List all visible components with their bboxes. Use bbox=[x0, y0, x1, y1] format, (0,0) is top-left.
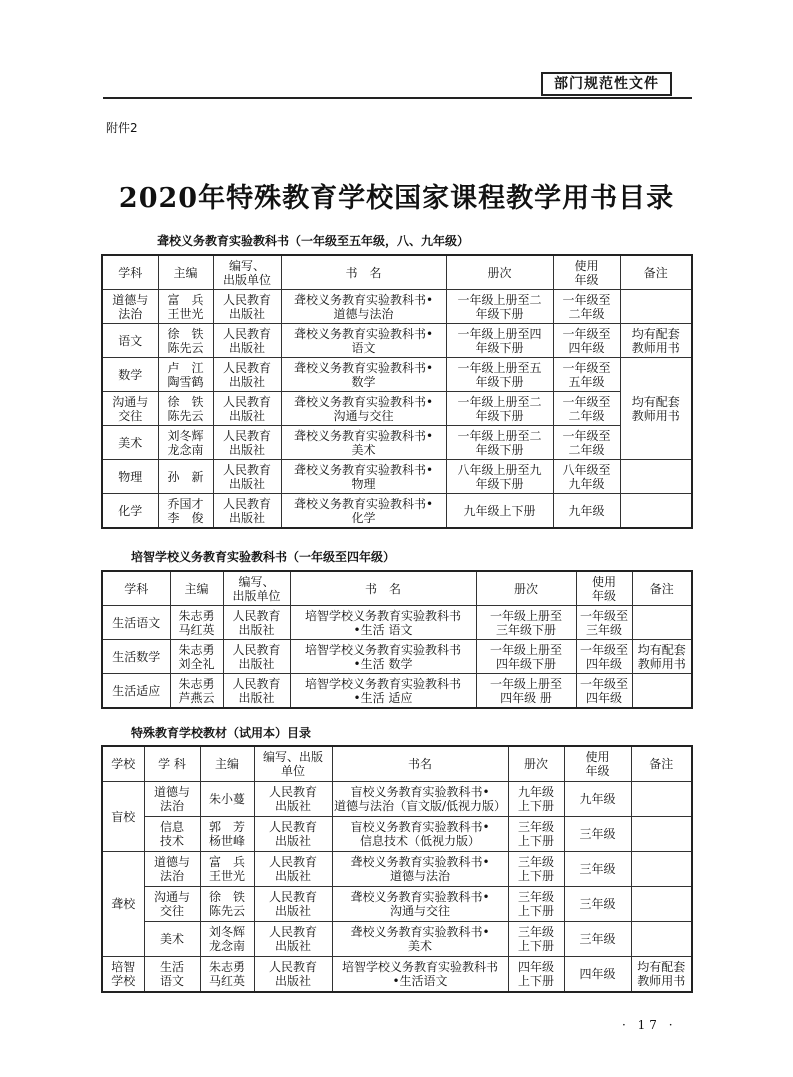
table-cell: 三年级 上下册 bbox=[508, 817, 564, 852]
column-header: 学校 bbox=[102, 746, 144, 782]
table-cell: 朱小蔓 bbox=[200, 782, 254, 817]
table-cell: 朱志勇 马红英 bbox=[170, 606, 223, 640]
table-cell: 人民教育 出版社 bbox=[254, 922, 332, 957]
table-cell: 盲校义务教育实验教科书• 道德与法治（盲文版/低视力版） bbox=[332, 782, 508, 817]
table-cell: 道德与 法治 bbox=[144, 782, 200, 817]
table-cell: 八年级至 九年级 bbox=[553, 460, 620, 494]
column-header: 学科 bbox=[102, 571, 170, 606]
table-cell: 三年级 上下册 bbox=[508, 887, 564, 922]
table-cell: 聋校义务教育实验教科书• 语文 bbox=[281, 324, 446, 358]
table-cell: 徐 铁 陈先云 bbox=[158, 324, 213, 358]
table-cell: 一年级至 二年级 bbox=[553, 392, 620, 426]
school-cell: 盲校 bbox=[102, 782, 144, 852]
table-cell: 培智学校义务教育实验教科书 •生活 数学 bbox=[290, 640, 476, 674]
page-title: 2020年特殊教育学校国家课程教学用书目录 bbox=[118, 183, 675, 214]
table-cell: 人民教育 出版社 bbox=[213, 324, 281, 358]
column-header: 编写、 出版单位 bbox=[213, 255, 281, 290]
table-cell: 九年级上下册 bbox=[446, 494, 553, 529]
deaf-school-textbook-table bbox=[101, 254, 693, 529]
table-cell: 物理 bbox=[102, 460, 158, 494]
table-cell: 徐 铁 陈先云 bbox=[158, 392, 213, 426]
section2-heading: 培智学校义务教育实验教科书（一年级至四年级） bbox=[131, 550, 396, 564]
column-header: 书 名 bbox=[281, 255, 446, 290]
table-cell: 朱志勇 马红英 bbox=[200, 957, 254, 993]
table-cell: 化学 bbox=[102, 494, 158, 529]
table-cell: 人民教育 出版社 bbox=[254, 817, 332, 852]
column-header: 册次 bbox=[476, 571, 576, 606]
table-cell: 九年级 上下册 bbox=[508, 782, 564, 817]
table-cell: 一年级至 五年级 bbox=[553, 358, 620, 392]
table-cell: 信息 技术 bbox=[144, 817, 200, 852]
table-cell: 盲校义务教育实验教科书• 信息技术（低视力版） bbox=[332, 817, 508, 852]
table-header-row bbox=[102, 746, 692, 782]
column-header: 册次 bbox=[446, 255, 553, 290]
column-header: 书 名 bbox=[290, 571, 476, 606]
table-cell: 聋校义务教育实验教科书• 沟通与交往 bbox=[332, 887, 508, 922]
table-cell: 人民教育 出版社 bbox=[254, 957, 332, 993]
table-cell: 语文 bbox=[102, 324, 158, 358]
table-cell: 沟通与 交往 bbox=[102, 392, 158, 426]
table-cell: 聋校义务教育实验教科书• 美术 bbox=[332, 922, 508, 957]
empty-cell bbox=[632, 674, 692, 709]
table-cell: 聋校义务教育实验教科书• 沟通与交往 bbox=[281, 392, 446, 426]
table-row bbox=[102, 426, 692, 460]
table-cell: 徐 铁 陈先云 bbox=[200, 887, 254, 922]
table-cell: 一年级至 四年级 bbox=[576, 674, 632, 709]
note-cell: 均有配套 教师用书 bbox=[620, 324, 692, 358]
column-header: 学 科 bbox=[144, 746, 200, 782]
table-cell: 人民教育 出版社 bbox=[213, 460, 281, 494]
table-cell: 一年级上册至二 年级下册 bbox=[446, 392, 553, 426]
table-row bbox=[102, 392, 692, 426]
column-header: 主编 bbox=[158, 255, 213, 290]
table-cell: 聋校义务教育实验教科书• 数学 bbox=[281, 358, 446, 392]
table-cell: 沟通与 交往 bbox=[144, 887, 200, 922]
table-cell: 聋校义务教育实验教科书• 美术 bbox=[281, 426, 446, 460]
table-cell: 三年级 bbox=[564, 922, 631, 957]
table-row bbox=[102, 922, 692, 957]
table-cell: 三年级 上下册 bbox=[508, 852, 564, 887]
empty-cell bbox=[632, 606, 692, 640]
column-header: 主编 bbox=[200, 746, 254, 782]
table-cell bbox=[631, 817, 692, 852]
table-cell: 生活 语文 bbox=[144, 957, 200, 993]
table-cell: 富 兵 王世光 bbox=[158, 290, 213, 324]
table-row bbox=[102, 640, 692, 674]
column-header: 主编 bbox=[170, 571, 223, 606]
table-cell: 八年级上册至九 年级下册 bbox=[446, 460, 553, 494]
column-header: 册次 bbox=[508, 746, 564, 782]
table-cell: 一年级至 二年级 bbox=[553, 426, 620, 460]
page-number: · 17 · bbox=[622, 1018, 677, 1032]
table-row bbox=[102, 674, 692, 709]
column-header: 备注 bbox=[620, 255, 692, 290]
table-cell: 四年级 bbox=[564, 957, 631, 993]
table-cell bbox=[631, 887, 692, 922]
table-cell: 一年级至 二年级 bbox=[553, 290, 620, 324]
table-cell: 人民教育 出版社 bbox=[223, 674, 290, 709]
table-cell: 一年级上册至 四年级下册 bbox=[476, 640, 576, 674]
table-cell: 朱志勇 芦燕云 bbox=[170, 674, 223, 709]
table-cell: 乔国才 李 俊 bbox=[158, 494, 213, 529]
table-row bbox=[102, 606, 692, 640]
note-cell: 均有配套 教师用书 bbox=[620, 358, 692, 460]
table-cell: 人民教育 出版社 bbox=[254, 782, 332, 817]
column-header: 使用 年级 bbox=[576, 571, 632, 606]
header-rule bbox=[103, 97, 692, 99]
table-cell: 培智学校义务教育实验教科书 •生活 语文 bbox=[290, 606, 476, 640]
table-cell: 三年级 bbox=[564, 817, 631, 852]
table-cell: 九年级 bbox=[553, 494, 620, 529]
document-category-label: 部门规范性文件 bbox=[541, 72, 672, 96]
table-cell: 聋校义务教育实验教科书• 物理 bbox=[281, 460, 446, 494]
column-header: 编写、 出版单位 bbox=[223, 571, 290, 606]
column-header: 使用 年级 bbox=[553, 255, 620, 290]
empty-cell bbox=[620, 460, 692, 494]
note-cell: 均有配套 教师用书 bbox=[632, 640, 692, 674]
table-cell: 郭 芳 杨世峰 bbox=[200, 817, 254, 852]
table-cell: 美术 bbox=[144, 922, 200, 957]
table-row bbox=[102, 817, 692, 852]
table-row bbox=[102, 852, 692, 887]
table-header-row bbox=[102, 255, 692, 290]
table-cell: 一年级至 四年级 bbox=[576, 640, 632, 674]
table-cell: 人民教育 出版社 bbox=[213, 358, 281, 392]
table-row bbox=[102, 494, 692, 529]
table-cell: 富 兵 王世光 bbox=[200, 852, 254, 887]
special-school-textbook-table bbox=[101, 570, 693, 709]
column-header: 学科 bbox=[102, 255, 158, 290]
table-cell: 四年级 上下册 bbox=[508, 957, 564, 993]
table-cell: 卢 江 陶雪鹤 bbox=[158, 358, 213, 392]
table-cell: 刘冬辉 龙念南 bbox=[200, 922, 254, 957]
table-cell: 美术 bbox=[102, 426, 158, 460]
table-cell: 一年级上册至二 年级下册 bbox=[446, 426, 553, 460]
school-cell: 聋校 bbox=[102, 852, 144, 957]
table-cell: 九年级 bbox=[564, 782, 631, 817]
table-cell: 数学 bbox=[102, 358, 158, 392]
table-cell: 一年级至 四年级 bbox=[553, 324, 620, 358]
table-cell: 人民教育 出版社 bbox=[213, 392, 281, 426]
table-cell: 聋校义务教育实验教科书• 化学 bbox=[281, 494, 446, 529]
table-row bbox=[102, 324, 692, 358]
section1-heading: 聋校义务教育实验教科书（一年级至五年级，八、九年级） bbox=[157, 234, 470, 248]
empty-cell bbox=[620, 494, 692, 529]
table-row bbox=[102, 358, 692, 392]
table-cell: 生活适应 bbox=[102, 674, 170, 709]
table-cell: 一年级上册至 四年级 册 bbox=[476, 674, 576, 709]
table-cell bbox=[631, 852, 692, 887]
table-cell: 刘冬辉 龙念南 bbox=[158, 426, 213, 460]
table-cell: 孙 新 bbox=[158, 460, 213, 494]
table-cell: 三年级 bbox=[564, 852, 631, 887]
table-cell: 培智学校义务教育实验教科书 •生活 适应 bbox=[290, 674, 476, 709]
table-row bbox=[102, 782, 692, 817]
table-cell: 人民教育 出版社 bbox=[223, 640, 290, 674]
table-row bbox=[102, 957, 692, 993]
table-cell bbox=[631, 782, 692, 817]
empty-cell bbox=[620, 290, 692, 324]
table-cell: 人民教育 出版社 bbox=[213, 290, 281, 324]
table-cell: 生活数学 bbox=[102, 640, 170, 674]
table-cell: 一年级至 三年级 bbox=[576, 606, 632, 640]
table-cell: 培智学校义务教育实验教科书 •生活语文 bbox=[332, 957, 508, 993]
table-cell: 均有配套 教师用书 bbox=[631, 957, 692, 993]
section3-heading: 特殊教育学校教材（试用本）目录 bbox=[131, 726, 312, 740]
attachment-label: 附件2 bbox=[106, 121, 138, 135]
school-cell: 培智 学校 bbox=[102, 957, 144, 993]
table-cell: 聋校义务教育实验教科书• 道德与法治 bbox=[332, 852, 508, 887]
table-cell: 人民教育 出版社 bbox=[254, 887, 332, 922]
table-row bbox=[102, 460, 692, 494]
table-cell: 道德与 法治 bbox=[144, 852, 200, 887]
column-header: 备注 bbox=[631, 746, 692, 782]
table-row bbox=[102, 887, 692, 922]
table-cell: 道德与 法治 bbox=[102, 290, 158, 324]
table-cell: 三年级 上下册 bbox=[508, 922, 564, 957]
table-row bbox=[102, 290, 692, 324]
table-cell: 一年级上册至四 年级下册 bbox=[446, 324, 553, 358]
table-cell: 三年级 bbox=[564, 887, 631, 922]
table-cell: 一年级上册至五 年级下册 bbox=[446, 358, 553, 392]
table-cell: 人民教育 出版社 bbox=[213, 494, 281, 529]
table-cell bbox=[631, 922, 692, 957]
column-header: 备注 bbox=[632, 571, 692, 606]
column-header: 使用 年级 bbox=[564, 746, 631, 782]
table-cell: 一年级上册至 三年级下册 bbox=[476, 606, 576, 640]
table-cell: 聋校义务教育实验教科书• 道德与法治 bbox=[281, 290, 446, 324]
table-cell: 生活语文 bbox=[102, 606, 170, 640]
column-header: 书名 bbox=[332, 746, 508, 782]
table-cell: 朱志勇 刘全礼 bbox=[170, 640, 223, 674]
table-cell: 人民教育 出版社 bbox=[213, 426, 281, 460]
table-cell: 一年级上册至二 年级下册 bbox=[446, 290, 553, 324]
table-cell: 人民教育 出版社 bbox=[254, 852, 332, 887]
column-header: 编写、出版 单位 bbox=[254, 746, 332, 782]
table-header-row bbox=[102, 571, 692, 606]
trial-textbook-table bbox=[101, 745, 693, 993]
table-cell: 人民教育 出版社 bbox=[223, 606, 290, 640]
